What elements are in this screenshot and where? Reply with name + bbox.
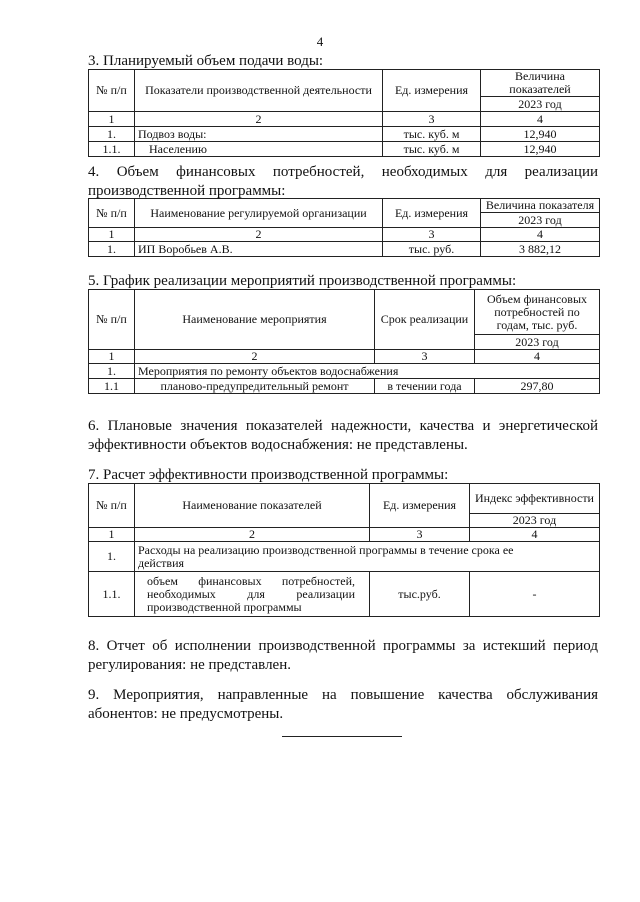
col-year-header: 2023 год (481, 213, 600, 228)
section-4-heading-line-2: производственной программы: (88, 183, 286, 199)
efficiency-table (88, 483, 600, 617)
row-name: Населению (135, 142, 383, 157)
col-year-header: 2023 год (470, 514, 600, 528)
row-unit: тыс.руб. (370, 572, 470, 617)
index-cell: 1 (89, 528, 135, 542)
section-9-line-2: абонентов: не предусмотрены. (88, 706, 284, 722)
row-num: 1.1. (89, 142, 135, 157)
index-cell: 2 (135, 112, 383, 127)
index-cell: 3 (383, 228, 481, 242)
table-row (89, 127, 600, 142)
index-cell: 3 (383, 112, 481, 127)
section-6-paragraph (88, 417, 598, 455)
section-5-heading: 5. График реализации мероприятий производственной программы: (88, 273, 517, 289)
index-cell: 3 (370, 528, 470, 542)
col-num-header: № п/п (89, 70, 135, 112)
col-num-header: № п/п (89, 199, 135, 228)
col-unit-header: Ед. измерения (370, 484, 470, 528)
table-row (89, 364, 600, 379)
closing-rule (282, 736, 402, 737)
section-9-paragraph (88, 686, 598, 724)
col-value-header: Индекс эффективности (470, 484, 600, 514)
col-value-header: Величина показателей (481, 70, 600, 97)
index-cell: 4 (475, 350, 600, 364)
row-num: 1. (89, 242, 135, 257)
col-name-header: Наименование мероприятия (135, 290, 375, 350)
col-value-header: Величина показателя (481, 199, 600, 213)
page-number: 4 (316, 34, 324, 49)
section-7-heading: 7. Расчет эффективности производственной программы: (88, 467, 449, 483)
row-unit: тыс. руб. (383, 242, 481, 257)
col-num-header: № п/п (89, 484, 135, 528)
table-row (89, 142, 600, 157)
col-year-header: 2023 год (481, 97, 600, 112)
table-row (89, 542, 600, 572)
index-cell: 4 (481, 112, 600, 127)
col-name-header: Наименование регулируемой организации (135, 199, 383, 228)
row-unit: тыс. куб. м (383, 127, 481, 142)
group-name: Расходы на реализацию производственной программы в течение срока ее действия (135, 542, 600, 572)
group-num: 1. (89, 364, 135, 379)
section-3-heading: 3. Планируемый объем подачи воды: (88, 53, 324, 69)
row-value: 3 882,12 (481, 242, 600, 257)
row-value: 12,940 (481, 127, 600, 142)
schedule-table (88, 289, 600, 394)
section-8-line-2: регулирования: не представлен. (88, 657, 291, 673)
col-name-header: Наименование показателей (135, 484, 370, 528)
index-cell: 4 (470, 528, 600, 542)
index-cell: 1 (89, 112, 135, 127)
row-name: ИП Воробьев А.В. (135, 242, 383, 257)
row-value: 297,80 (475, 379, 600, 394)
section-6-line-1: 6. Плановые значения показателей надежности, качества и энергетической (88, 418, 598, 434)
row-name: объем финансовых потребностей, необходимых для реализации производственной программы (135, 572, 370, 617)
index-cell: 1 (89, 228, 135, 242)
col-year-header: 2023 год (475, 335, 600, 350)
index-cell: 4 (481, 228, 600, 242)
index-cell: 2 (135, 228, 383, 242)
section-8-line-1: 8. Отчет об исполнении производственной программы за истекший период (88, 638, 598, 654)
col-value-header: Объем финансовых потребностей по годам, тыс. руб. (475, 290, 600, 335)
index-cell: 2 (135, 350, 375, 364)
section-4-heading (88, 163, 598, 201)
table-row (89, 572, 600, 617)
row-term: в течении года (375, 379, 475, 394)
section-8-paragraph (88, 637, 598, 675)
row-name: планово-предупредительный ремонт (135, 379, 375, 394)
row-num: 1.1. (89, 572, 135, 617)
group-name: Мероприятия по ремонту объектов водоснабжения (135, 364, 600, 379)
row-num: 1. (89, 127, 135, 142)
group-num: 1. (89, 542, 135, 572)
section-4-heading-line-1: 4. Объем финансовых потребностей, необходимых для реализации (88, 164, 598, 180)
col-unit-header: Ед. измерения (383, 70, 481, 112)
row-name: Подвоз воды: (135, 127, 383, 142)
col-unit-header: Ед. измерения (383, 199, 481, 228)
row-value: 12,940 (481, 142, 600, 157)
index-cell: 1 (89, 350, 135, 364)
section-9-line-1: 9. Мероприятия, направленные на повышение качества обслуживания (88, 687, 598, 703)
table-row (89, 379, 600, 394)
section-6-line-2: эффективности объектов водоснабжения: не представлены. (88, 437, 468, 453)
index-cell: 2 (135, 528, 370, 542)
index-cell: 3 (375, 350, 475, 364)
col-name-header: Показатели производственной деятельности (135, 70, 383, 112)
row-unit: тыс. куб. м (383, 142, 481, 157)
water-supply-table (88, 69, 600, 157)
col-num-header: № п/п (89, 290, 135, 350)
row-num: 1.1 (89, 379, 135, 394)
table-row (89, 242, 600, 257)
row-value: - (470, 572, 600, 617)
financial-needs-table (88, 198, 600, 257)
col-term-header: Срок реализации (375, 290, 475, 350)
